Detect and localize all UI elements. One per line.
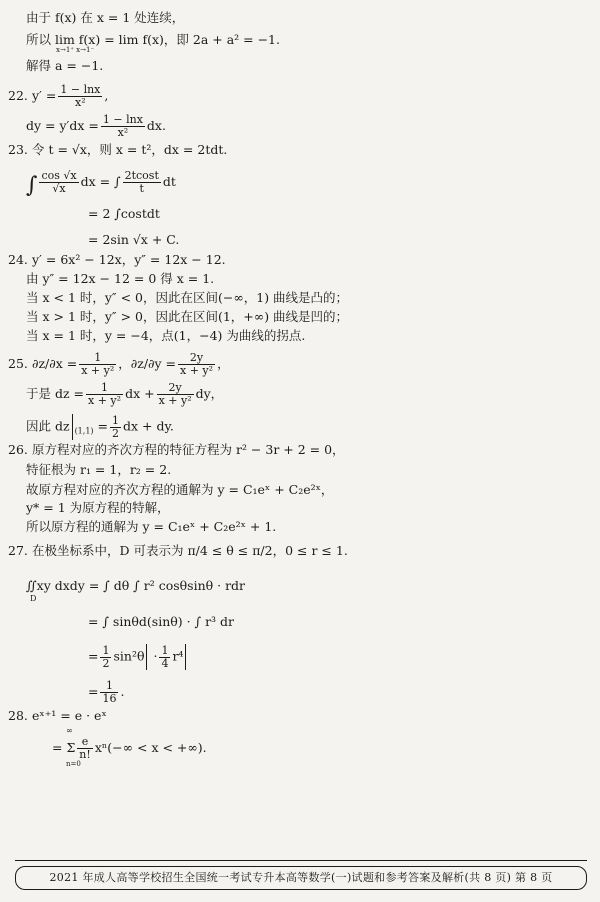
fraction: $\frac{1}{4}$: [161, 643, 169, 670]
problem-number: 22.: [8, 88, 28, 103]
text-line: 故原方程对应的齐次方程的通解为 y = C₁eˣ + C₂e²ˣ，: [26, 482, 334, 497]
text-line: ∬xy dxdy = ∫ dθ ∫ r² cosθsinθ · rdr: [26, 578, 246, 593]
footer-rule: [15, 860, 587, 861]
problem-number: 28.: [8, 708, 28, 723]
text-line: 由于 f(x) 在 x = 1 处连续，: [26, 10, 185, 25]
integral-subscript: D: [30, 594, 37, 603]
sum-upper-limit: ∞: [66, 726, 73, 735]
fraction: $\frac{1}{16}$: [102, 679, 117, 705]
text-line: 所以原方程的通解为 y = C₁eˣ + C₂e²ˣ + 1.: [26, 519, 277, 534]
text-line: 于是 dz = $\frac{1}{\text{x + y²}}$ dx + $\frac{2y}{\text{x + y²}}$ dy，: [26, 381, 224, 407]
text-line: 解得 a = −1.: [26, 58, 104, 73]
text-line: = Σ $\frac{e}{n!}$ xⁿ(−∞ < x < +∞).: [52, 735, 207, 761]
fraction: $\frac{2tcost}{t}$: [124, 169, 159, 195]
problem-23: 23. 令 t = √x，则 x = t²，dx = 2tdt.: [8, 142, 228, 157]
fraction: $\frac{1}{2}$: [102, 643, 110, 670]
text-line: dy = y′dx = $\frac{1 - \ln x}{\text{x²}}$ dx.: [26, 113, 166, 139]
text-line: = 2 ∫costdt: [88, 206, 160, 221]
problem-26: 26. 原方程对应的齐次方程的特征方程为 r² − 3r + 2 = 0，: [8, 442, 345, 457]
eq-part: y′ =: [32, 88, 57, 103]
text-line: 所以 lim f(x) = lim f(x)，即 2a + a² = −1.: [26, 32, 280, 47]
fraction: $\frac{2y}{\text{x + y²}}$: [158, 381, 192, 407]
fraction: $\frac{1}{\text{x + y²}}$: [88, 381, 122, 407]
problem-number: 26.: [8, 442, 28, 457]
problem-number: 24.: [8, 252, 28, 267]
problem-27: 27. 在极坐标系中，D 可表示为 π/4 ≤ θ ≤ π/2，0 ≤ r ≤ 1.: [8, 543, 348, 558]
text-line: y* = 1 为原方程的特解，: [26, 500, 170, 515]
sum-lower-limit: n=0: [66, 760, 81, 768]
fraction: $\frac{1}{2}$: [112, 413, 119, 440]
text-line: = 2sin √x + C.: [88, 232, 180, 247]
text-line: 当 x > 1 时，y″ > 0，因此在区间(1，+∞) 曲线是凹的；: [26, 309, 349, 324]
fraction: $\frac{1 - \ln x}{\text{x²}}$: [60, 83, 101, 109]
problem-22: 22. y′ = $\frac{1 - \ln x}{\text{x²}}$ ,: [8, 83, 109, 109]
text-line: = $\frac{1}{2}$ sin²θ · $\frac{1}{4}$ r⁴: [88, 644, 188, 670]
text-line: 当 x < 1 时，y″ < 0，因此在区间(−∞，1) 曲线是凸的；: [26, 290, 349, 305]
problem-28: 28. eˣ⁺¹ = e · eˣ: [8, 708, 107, 723]
problem-24: 24. y′ = 6x² − 12x，y″ = 12x − 12.: [8, 252, 226, 267]
fraction: $\frac{1 - \ln x}{\text{x²}}$: [102, 113, 143, 139]
text-line: = $\frac{1}{16}$ .: [88, 679, 125, 705]
fraction: $\frac{\cos √x}{√x}$: [41, 169, 77, 195]
fraction: $\frac{2y}{\text{x + y²}}$: [180, 351, 214, 377]
text-line: 因此 dz $_{(1,1)}$ = $\frac{1}{2}$ dx + dy.: [26, 413, 174, 440]
text-line: 当 x = 1 时，y = −4，点(1，−4) 为曲线的拐点.: [26, 328, 306, 343]
text-line: 由 y″ = 12x − 12 = 0 得 x = 1.: [26, 271, 215, 286]
fraction: $\frac{e}{n!}$: [79, 735, 91, 761]
text-line: = ∫ sinθd(sinθ) · ∫ r³ dr: [88, 614, 235, 629]
page-footer: 2021 年成人高等学校招生全国统一考试专升本高等数学(一)试题和参考答案及解析(共 8 页) 第 8 页: [15, 866, 587, 890]
fraction: $\frac{1}{\text{x + y²}}$: [81, 351, 115, 377]
problem-number: 23.: [8, 142, 28, 157]
limit-subscript: x→1⁺ x→1⁻: [56, 46, 95, 54]
text-line: 特征根为 r₁ = 1，r₂ = 2.: [26, 462, 172, 477]
problem-25: 25. ∂z/∂x = $\frac{1}{\text{x + y²}}$ ，∂z/∂y = $\frac{2y}{\text{x + y²}}$ ，: [8, 351, 230, 377]
problem-number: 25.: [8, 356, 28, 371]
problem-number: 27.: [8, 543, 28, 558]
text-line: ∫ $\frac{\cos √x}{√x}$ dx = ∫ $\frac{2tcost}{t}$ dt: [26, 169, 176, 198]
